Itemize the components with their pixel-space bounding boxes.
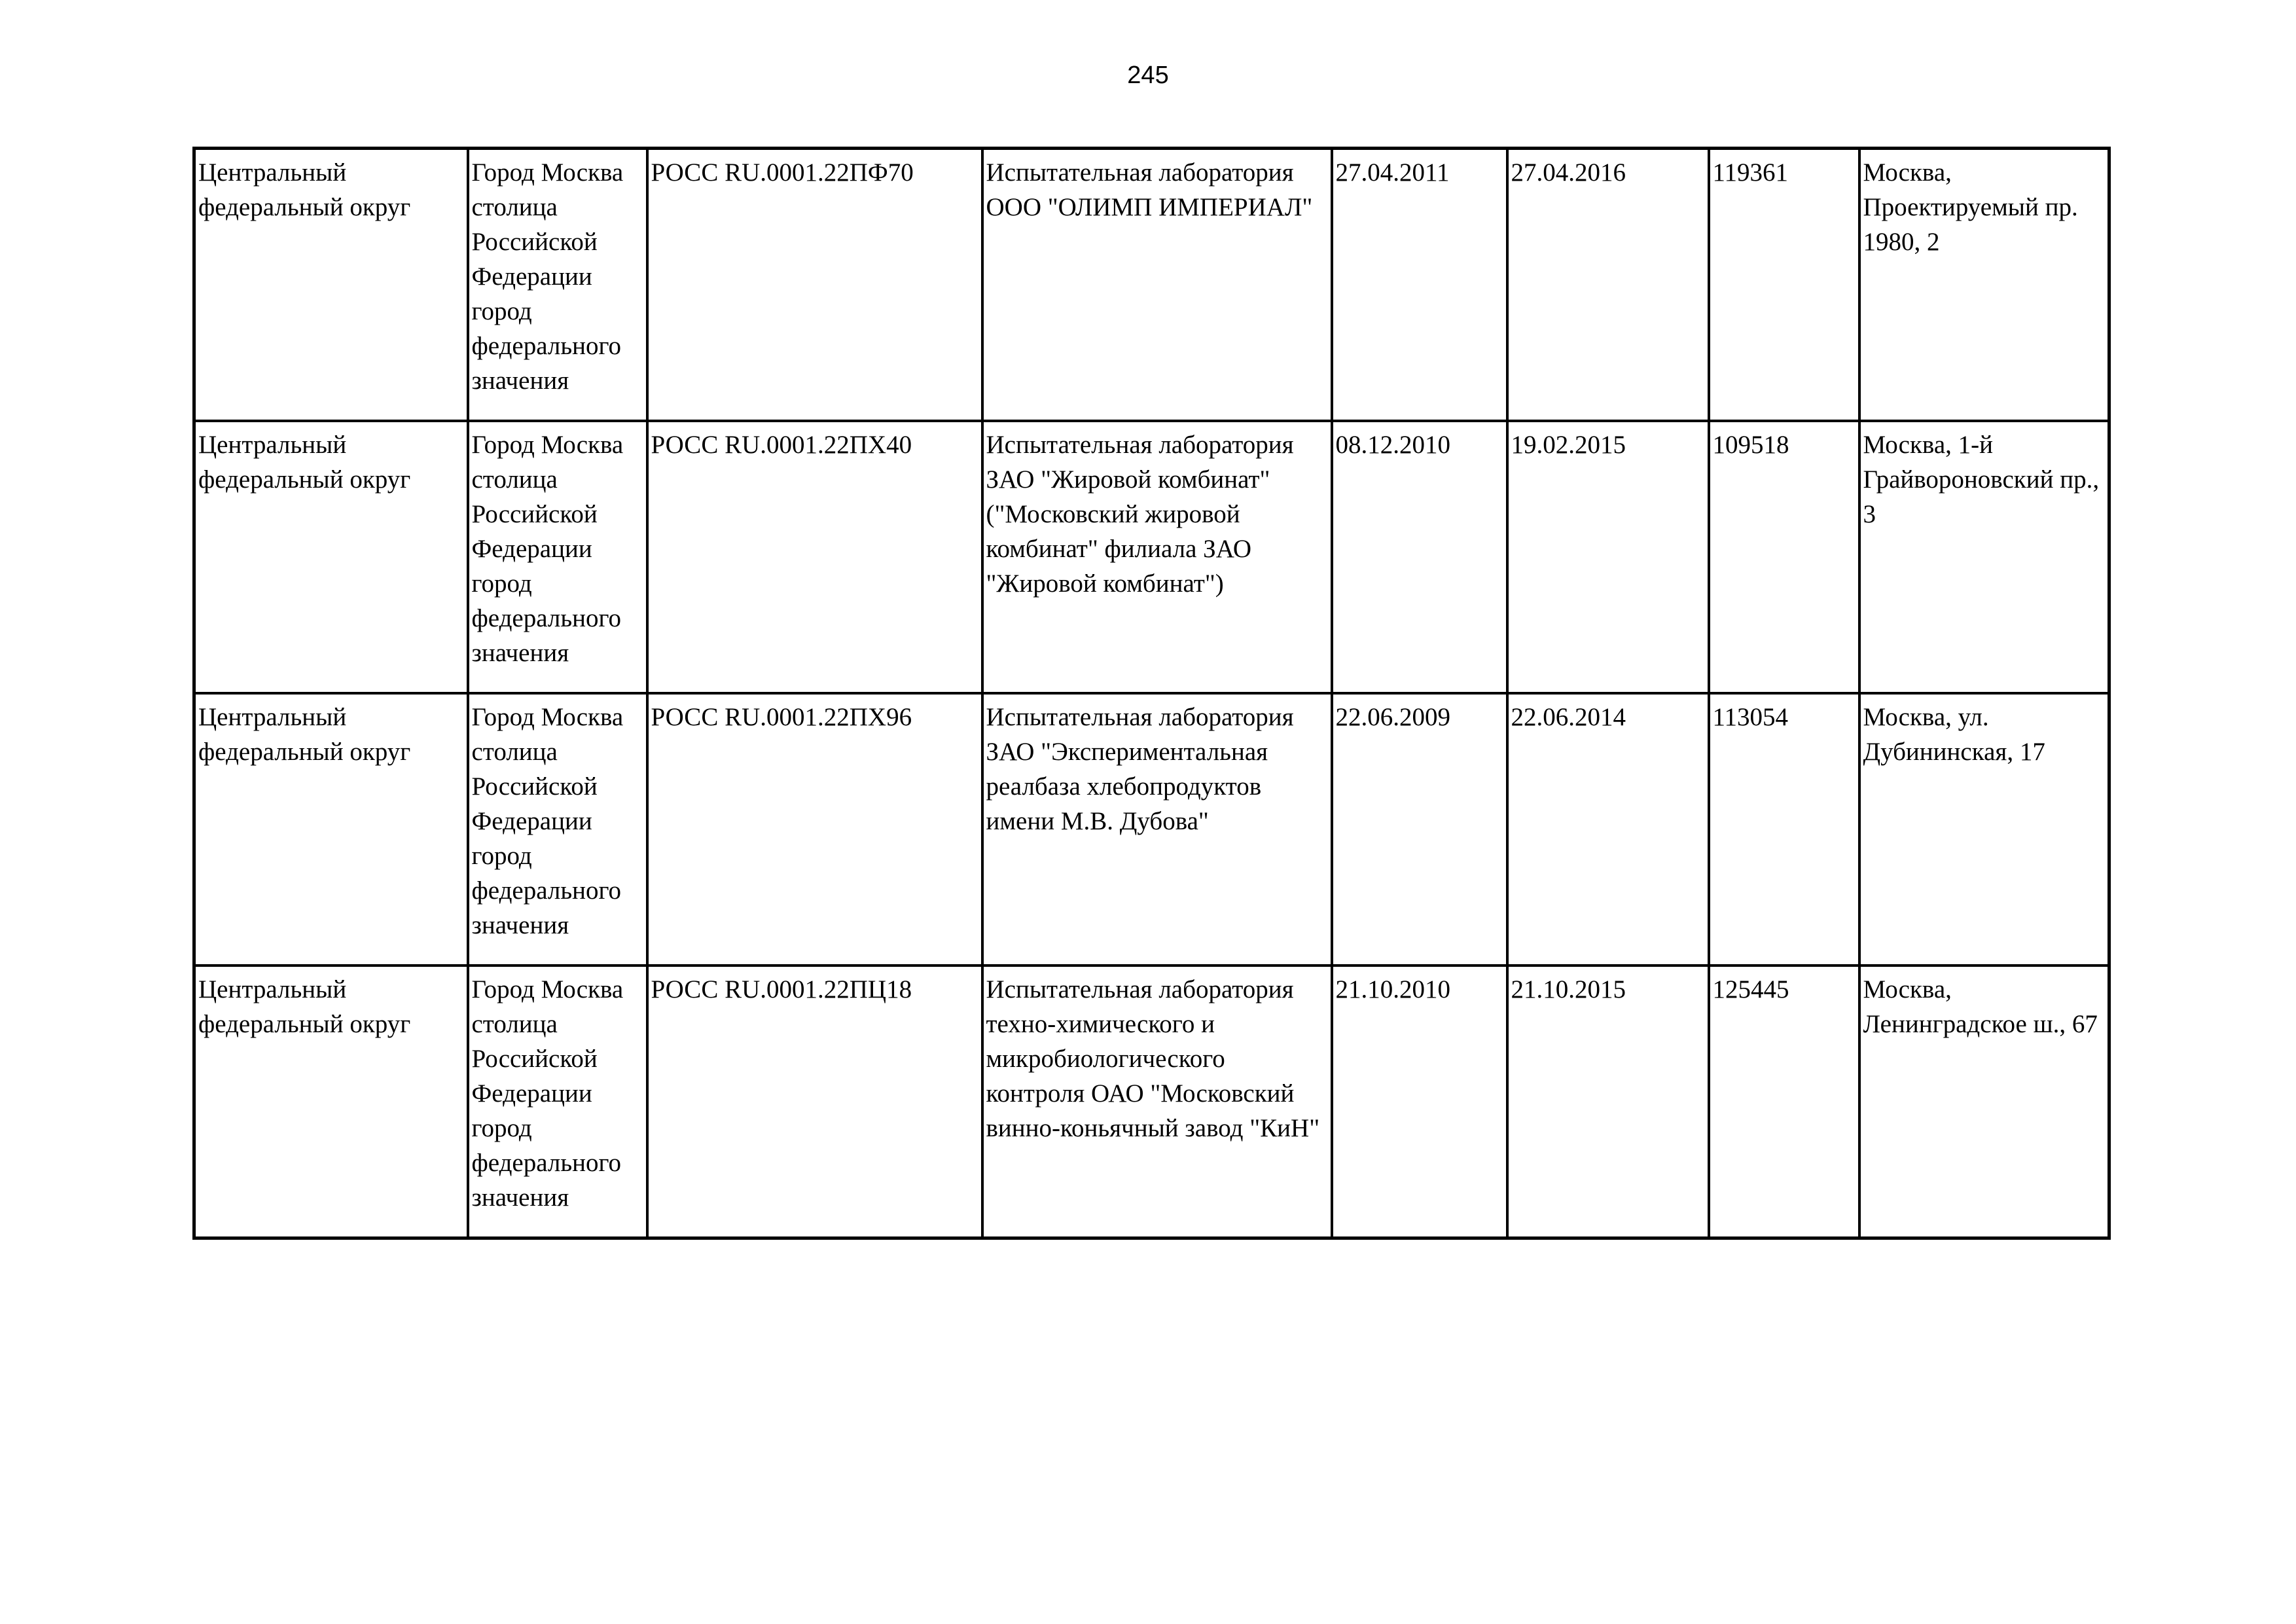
cell-address: Москва, Проектируемый пр. 1980, 2 xyxy=(1859,149,2109,422)
cell-reg-number: РОСС RU.0001.22ПЦ18 xyxy=(647,965,982,1238)
cell-address: Москва, Ленинградское ш., 67 xyxy=(1859,965,2109,1238)
cell-region: Город Москва столица Российской Федерации город федерального значения xyxy=(468,149,647,422)
cell-address: Москва, 1-й Грайвороновский пр., 3 xyxy=(1859,421,2109,693)
cell-date-to: 22.06.2014 xyxy=(1507,693,1709,965)
cell-lab-name: Испытательная лаборатория ООО "ОЛИМП ИМПЕРИАЛ" xyxy=(982,149,1332,422)
cell-lab-name: Испытательная лаборатория ЗАО "Экспериментальная реалбаза хлебопродуктов имени М.В. Дубова" xyxy=(982,693,1332,965)
cell-lab-name: Испытательная лаборатория техно-химического и микробиологического контроля ОАО "Московский винно-коньячный завод "КиН" xyxy=(982,965,1332,1238)
table-row xyxy=(194,149,2109,422)
page-number: 245 xyxy=(1127,62,1169,89)
cell-region: Город Москва столица Российской Федерации город федерального значения xyxy=(468,421,647,693)
cell-date-from: 21.10.2010 xyxy=(1332,965,1507,1238)
registry-table xyxy=(192,147,2111,1240)
table-row xyxy=(194,693,2109,965)
cell-region: Город Москва столица Российской Федерации город федерального значения xyxy=(468,693,647,965)
cell-date-from: 22.06.2009 xyxy=(1332,693,1507,965)
cell-district: Центральный федеральный округ xyxy=(194,693,468,965)
cell-address: Москва, ул. Дубининская, 17 xyxy=(1859,693,2109,965)
cell-date-from: 27.04.2011 xyxy=(1332,149,1507,422)
cell-district: Центральный федеральный округ xyxy=(194,421,468,693)
cell-lab-name: Испытательная лаборатория ЗАО "Жировой комбинат" ("Московский жировой комбинат" филиала ЗАО "Жировой комбинат") xyxy=(982,421,1332,693)
cell-postal-code: 113054 xyxy=(1709,693,1859,965)
cell-date-from: 08.12.2010 xyxy=(1332,421,1507,693)
cell-postal-code: 125445 xyxy=(1709,965,1859,1238)
cell-reg-number: РОСС RU.0001.22ПХ96 xyxy=(647,693,982,965)
cell-postal-code: 109518 xyxy=(1709,421,1859,693)
table-row xyxy=(194,421,2109,693)
cell-reg-number: РОСС RU.0001.22ПХ40 xyxy=(647,421,982,693)
cell-district: Центральный федеральный округ xyxy=(194,149,468,422)
cell-date-to: 27.04.2016 xyxy=(1507,149,1709,422)
cell-date-to: 19.02.2015 xyxy=(1507,421,1709,693)
cell-date-to: 21.10.2015 xyxy=(1507,965,1709,1238)
cell-district: Центральный федеральный округ xyxy=(194,965,468,1238)
cell-postal-code: 119361 xyxy=(1709,149,1859,422)
cell-region: Город Москва столица Российской Федерации город федерального значения xyxy=(468,965,647,1238)
table-row xyxy=(194,965,2109,1238)
cell-reg-number: РОСС RU.0001.22ПФ70 xyxy=(647,149,982,422)
